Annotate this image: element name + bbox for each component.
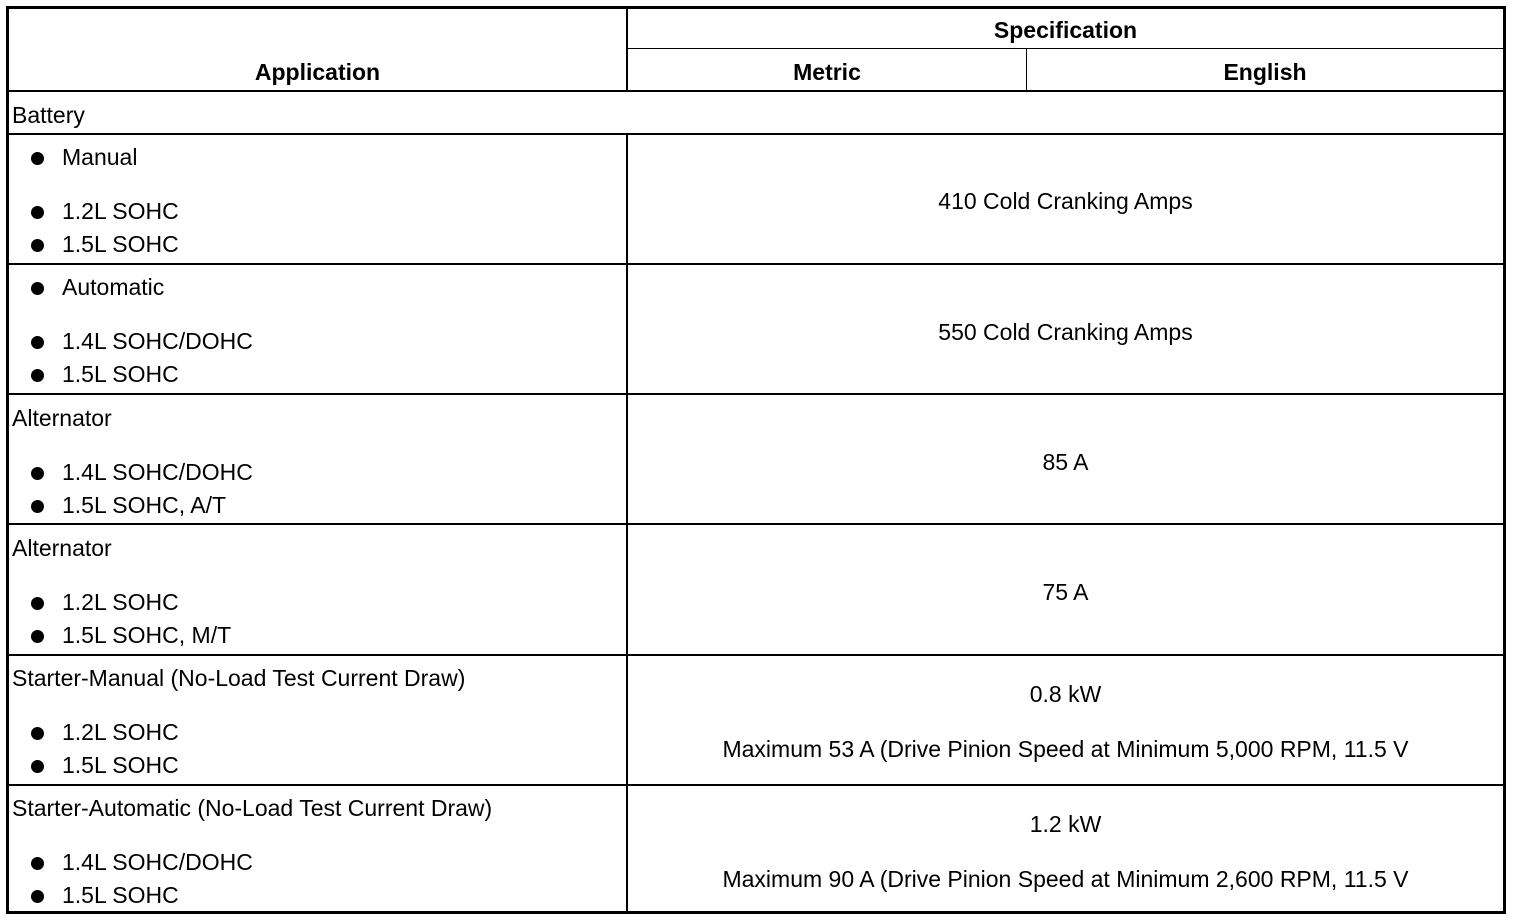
bullet-icon [31, 336, 44, 349]
list-item: 1.5L SOHC [62, 361, 179, 387]
spec-value: Maximum 90 A (Drive Pinion Speed at Minimum 2,600 RPM, 11.5 V [722, 866, 1409, 892]
row-divider [9, 393, 1503, 395]
application-header: Application [254, 59, 381, 85]
spec-value: 1.2 kW [1029, 811, 1102, 837]
row-divider [9, 263, 1503, 265]
row-divider [9, 133, 1503, 135]
bullet-icon [31, 239, 44, 252]
list-item: Manual [62, 144, 138, 170]
bullet-icon [31, 152, 44, 165]
english-header: English [1223, 59, 1307, 85]
list-item: 1.5L SOHC [62, 752, 179, 778]
list-item: Automatic [62, 274, 165, 300]
list-item: 1.4L SOHC/DOHC [62, 459, 253, 485]
header-bottom-divider [9, 90, 1503, 92]
bullet-icon [31, 857, 44, 870]
row-title: Starter-Manual (No-Load Test Current Draw) [12, 665, 466, 691]
column-divider-spec [626, 134, 628, 911]
bullet-icon [31, 597, 44, 610]
row-divider [9, 654, 1503, 656]
bullet-icon [31, 369, 44, 382]
spec-value: Maximum 53 A (Drive Pinion Speed at Minimum 5,000 RPM, 11.5 V [722, 736, 1409, 762]
list-item: 1.4L SOHC/DOHC [62, 328, 253, 354]
list-item: 1.5L SOHC [62, 231, 179, 257]
list-item: 1.2L SOHC [62, 198, 179, 224]
header-inner-divider [626, 48, 1503, 49]
row-title: Starter-Automatic (No-Load Test Current Draw) [12, 795, 493, 821]
row-divider [9, 523, 1503, 525]
spec-value: 0.8 kW [1029, 681, 1102, 707]
metric-header: Metric [793, 59, 861, 85]
list-item: 1.2L SOHC [62, 589, 179, 615]
row-title: Battery [12, 102, 85, 128]
list-item: 1.4L SOHC/DOHC [62, 849, 253, 875]
row-divider [9, 784, 1503, 786]
bullet-icon [31, 890, 44, 903]
spec-table [6, 6, 1506, 914]
specification-header: Specification [993, 17, 1138, 43]
bullet-icon [31, 206, 44, 219]
row-title: Alternator [12, 535, 112, 561]
row-title: Alternator [12, 405, 112, 431]
spec-value: 75 A [1042, 579, 1089, 605]
spec-value: 410 Cold Cranking Amps [938, 188, 1193, 214]
list-item: 1.5L SOHC, M/T [62, 622, 232, 648]
bullet-icon [31, 630, 44, 643]
bullet-icon [31, 727, 44, 740]
list-item: 1.2L SOHC [62, 719, 179, 745]
list-item: 1.5L SOHC [62, 882, 179, 908]
spec-value: 85 A [1042, 449, 1089, 475]
bullet-icon [31, 467, 44, 480]
bullet-icon [31, 282, 44, 295]
bullet-icon [31, 760, 44, 773]
bullet-icon [31, 500, 44, 513]
spec-value: 550 Cold Cranking Amps [938, 319, 1193, 345]
list-item: 1.5L SOHC, A/T [62, 492, 227, 518]
